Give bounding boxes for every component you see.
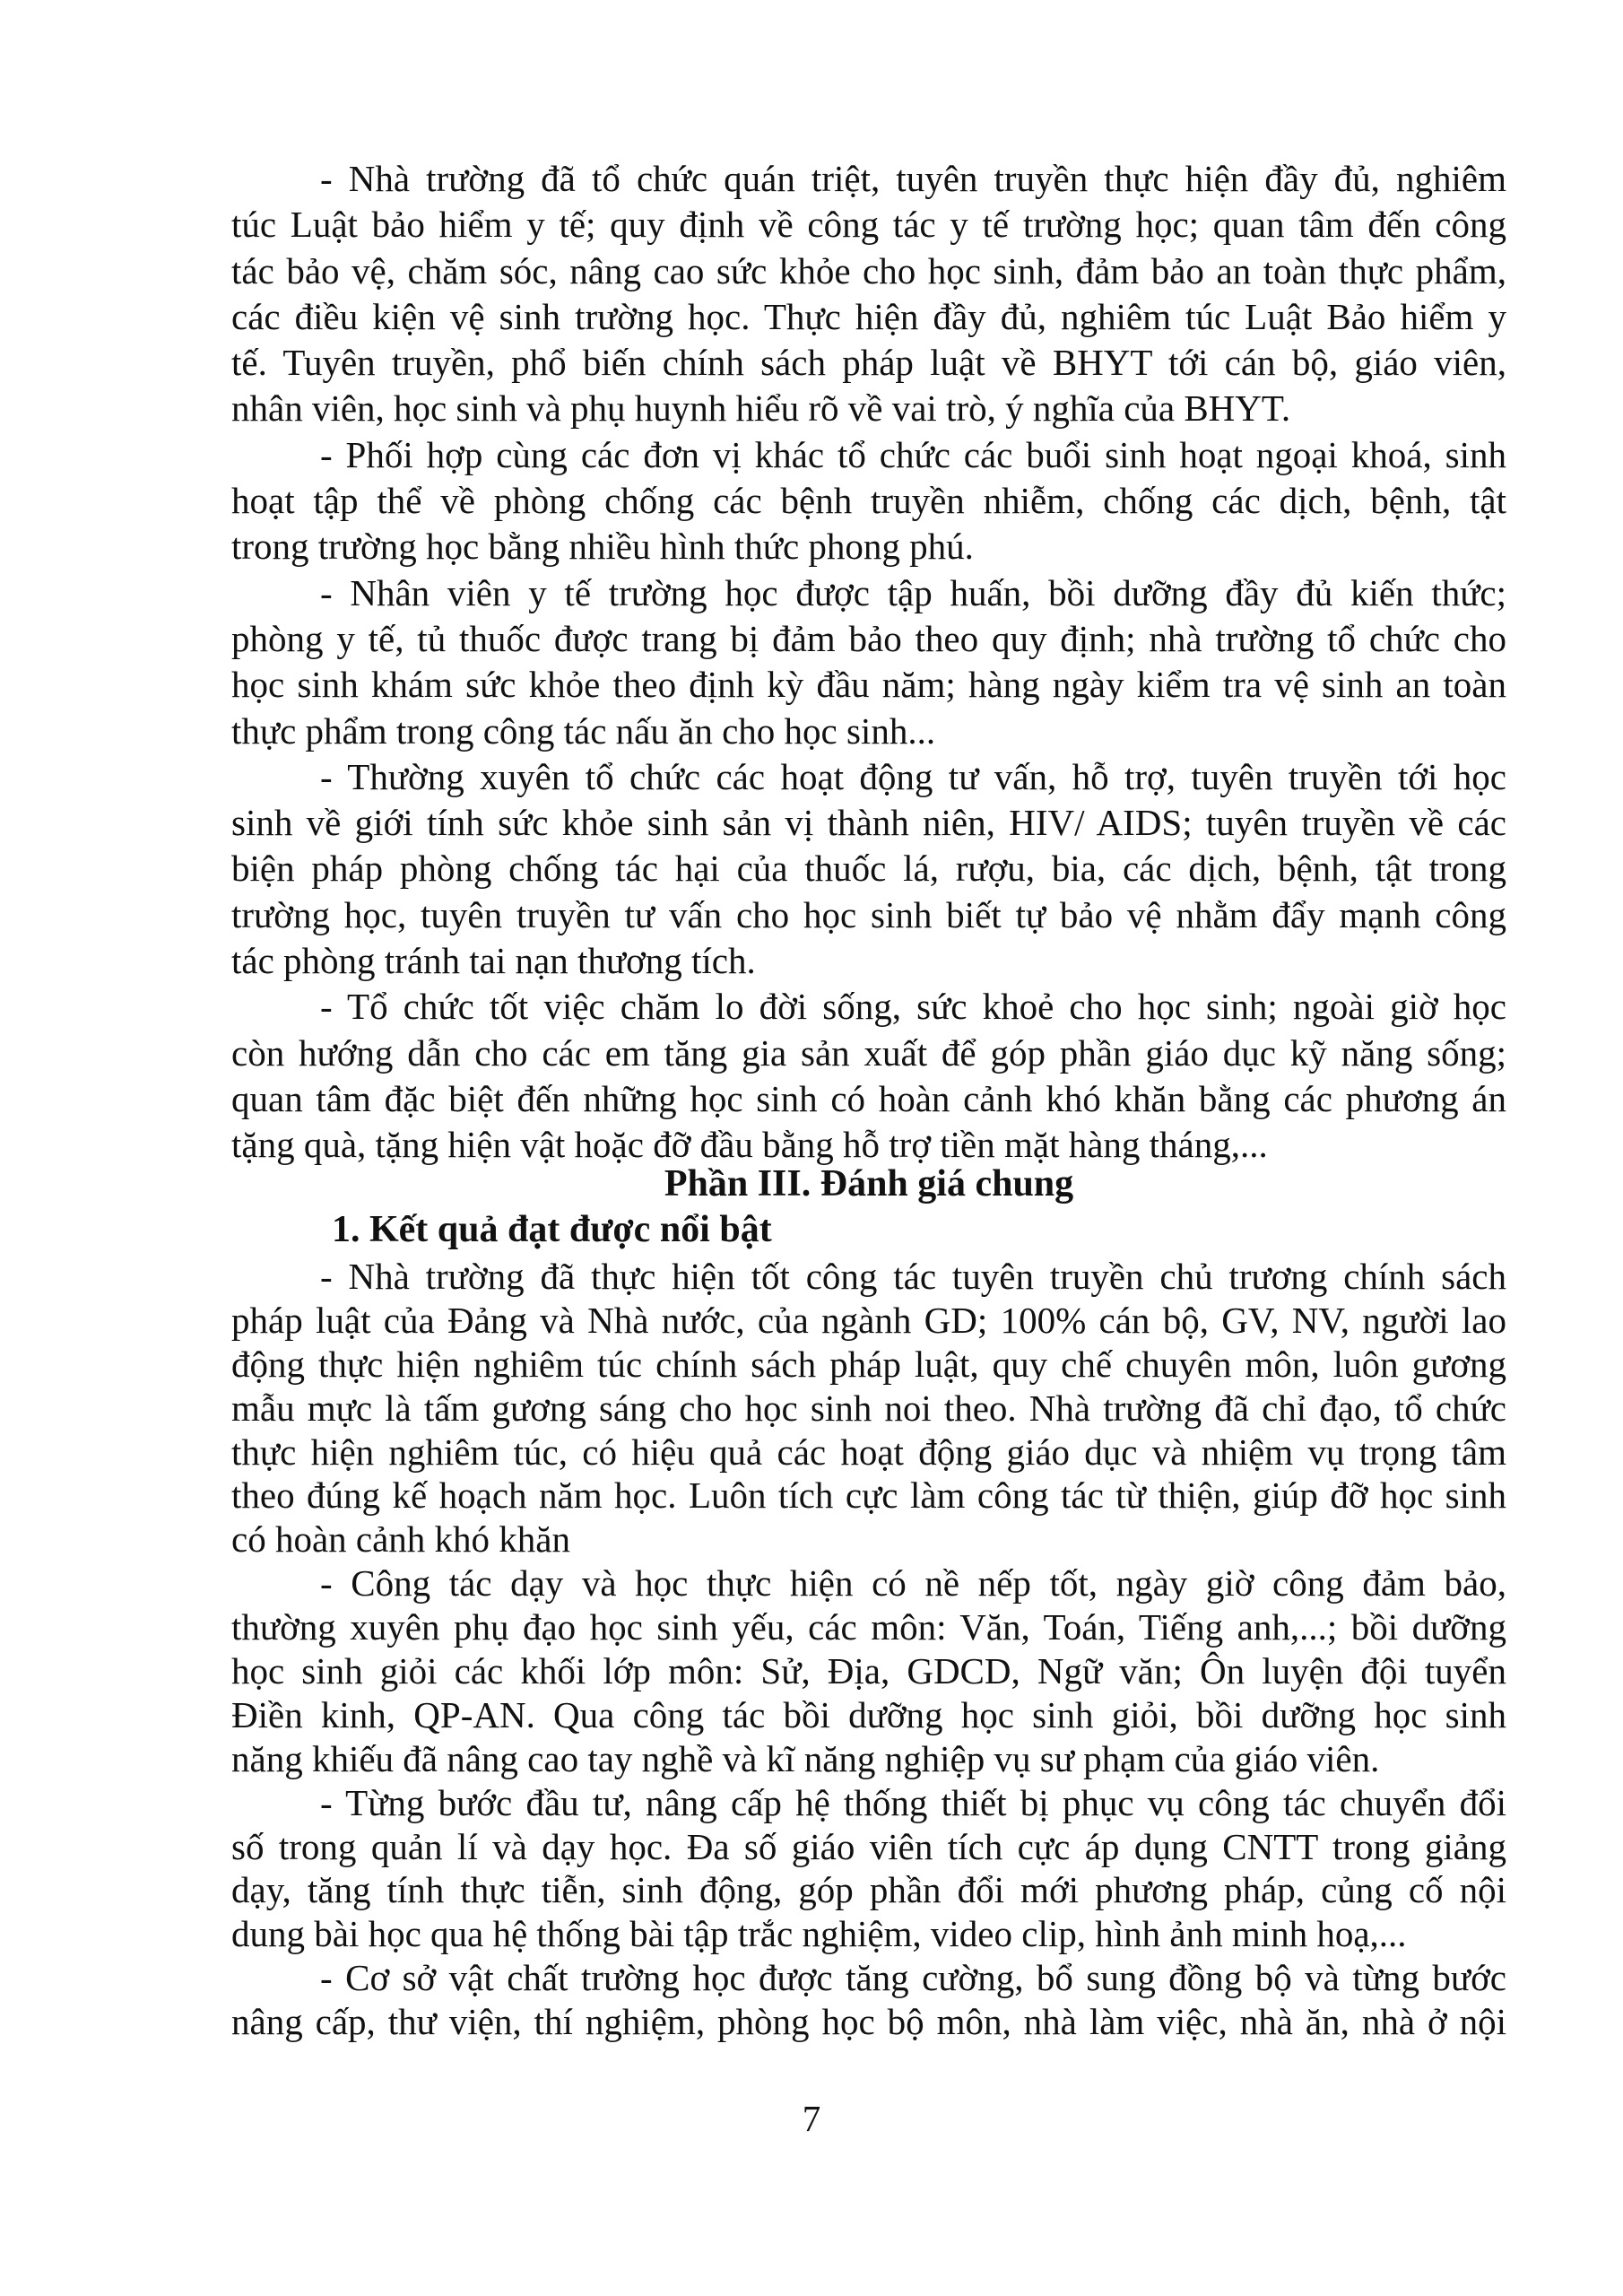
text-line: còn hướng dẫn cho các em tăng gia sản xuất để góp phần giáo dục kỹ năng sống; xyxy=(231,1031,1506,1074)
text-line: - Công tác dạy và học thực hiện có nề nếp tốt, ngày giờ công đảm bảo, xyxy=(320,1562,1506,1605)
item-heading: 1. Kết quả đạt được nổi bật xyxy=(332,1209,772,1250)
text-line: các điều kiện vệ sinh trường học. Thực hiện đầy đủ, nghiêm túc Luật Bảo hiểm y xyxy=(231,295,1506,337)
text-line: biện pháp phòng chống tác hại của thuốc lá, rượu, bia, các dịch, bệnh, tật trong xyxy=(231,848,1506,890)
paragraph xyxy=(231,1956,1506,2044)
text-line: tác phòng tránh tai nạn thương tích. xyxy=(231,940,756,982)
text-line: tế. Tuyên truyền, phổ biến chính sách pháp luật về BHYT tới cán bộ, giáo viên, xyxy=(231,342,1506,384)
text-line: động thực hiện nghiêm túc chính sách pháp luật, quy chế chuyên môn, luôn gương xyxy=(231,1343,1506,1385)
paragraph xyxy=(231,570,1506,754)
text-line: học sinh khám sức khỏe theo định kỳ đầu năm; hàng ngày kiểm tra vệ sinh an toàn xyxy=(231,664,1506,706)
text-line: nâng cấp, thư viện, thí nghiệm, phòng học bộ môn, nhà làm việc, nhà ăn, nhà ở nội xyxy=(231,2001,1506,2043)
text-line: - Phối hợp cùng các đơn vị khác tổ chức các buổi sinh hoạt ngoại khoá, sinh xyxy=(320,433,1506,475)
text-line: quan tâm đặc biệt đến những học sinh có hoàn cảnh khó khăn bằng các phương án xyxy=(231,1077,1506,1119)
text-line: thường xuyên phụ đạo học sinh yếu, các môn: Văn, Toán, Tiếng anh,...; bồi dưỡng xyxy=(231,1606,1506,1648)
text-line: theo đúng kế hoạch năm học. Luôn tích cực làm công tác từ thiện, giúp đỡ học sinh xyxy=(231,1474,1506,1517)
text-line: - Nhà trường đã tổ chức quán triệt, tuyên truyền thực hiện đầy đủ, nghiêm xyxy=(320,158,1506,199)
paragraph xyxy=(231,1561,1506,1780)
text-line: học sinh giỏi các khối lớp môn: Sử, Địa, GDCD, Ngữ văn; Ôn luyện đội tuyển xyxy=(231,1650,1506,1692)
text-line: tặng quà, tặng hiện vật hoặc đỡ đầu bằng hỗ trợ tiền mặt hàng tháng,... xyxy=(231,1124,1268,1166)
text-line: sinh về giới tính sức khỏe sinh sản vị thành niên, HIV/ AIDS; tuyên truyền về các xyxy=(231,802,1506,844)
paragraph xyxy=(231,432,1506,570)
text-line: trong trường học bằng nhiều hình thức phong phú. xyxy=(231,526,974,568)
text-line: tác bảo vệ, chăm sóc, nâng cao sức khỏe cho học sinh, đảm bảo an toàn thực phẩm, xyxy=(231,249,1506,291)
text-line: - Nhân viên y tế trường học được tập huấn, bồi dưỡng đầy đủ kiến thức; xyxy=(320,571,1506,613)
paragraph xyxy=(231,1255,1506,1561)
text-line: trường học, tuyên truyền tư vấn cho học sinh biết tự bảo vệ nhằm đẩy mạnh công xyxy=(231,893,1506,935)
text-line: năng khiếu đã nâng cao tay nghề và kĩ năng nghiệp vụ sư phạm của giáo viên. xyxy=(231,1737,1380,1779)
text-line: - Từng bước đầu tư, nâng cấp hệ thống thiết bị phục vụ công tác chuyển đổi xyxy=(320,1781,1506,1823)
paragraph xyxy=(231,156,1506,432)
text-line: Điền kinh, QP-AN. Qua công tác bồi dưỡng học sinh giỏi, bồi dưỡng học sinh xyxy=(231,1693,1506,1735)
section-achievements xyxy=(231,1255,1506,2044)
text-line: phòng y tế, tủ thuốc được trang bị đảm bảo theo quy định; nhà trường tổ chức cho xyxy=(231,617,1506,659)
paragraph xyxy=(231,754,1506,984)
text-line: có hoàn cảnh khó khăn xyxy=(231,1518,570,1561)
text-line: thực phẩm trong công tác nấu ăn cho học sinh... xyxy=(231,709,936,752)
part-heading: Phần III. Đánh giá chung xyxy=(664,1163,1074,1205)
page-number: 7 xyxy=(802,2098,821,2139)
text-line: túc Luật bảo hiểm y tế; quy định về công tác y tế trường học; quan tâm đến công xyxy=(231,204,1506,246)
text-line: mẫu mực là tấm gương sáng cho học sinh noi theo. Nhà trường đã chỉ đạo, tổ chức xyxy=(231,1387,1506,1429)
text-line: dạy, tăng tính thực tiễn, sinh động, góp phần đổi mới phương pháp, củng cố nội xyxy=(231,1869,1506,1911)
text-line: - Cơ sở vật chất trường học được tăng cường, bổ sung đồng bộ và từng bước xyxy=(320,1957,1506,1999)
text-line: hoạt tập thể về phòng chống các bệnh truyền nhiễm, chống các dịch, bệnh, tật xyxy=(231,480,1506,522)
text-line: - Tổ chức tốt việc chăm lo đời sống, sức khoẻ cho học sinh; ngoài giờ học xyxy=(320,986,1506,1028)
section-health-activities xyxy=(231,156,1506,1169)
text-line: nhân viên, học sinh và phụ huynh hiểu rõ về vai trò, ý nghĩa của BHYT. xyxy=(231,387,1291,430)
paragraph xyxy=(231,984,1506,1168)
text-line: pháp luật của Đảng và Nhà nước, của ngành GD; 100% cán bộ, GV, NV, người lao xyxy=(231,1299,1506,1341)
text-line: dung bài học qua hệ thống bài tập trắc nghiệm, video clip, hình ảnh minh hoạ,... xyxy=(231,1913,1407,1955)
paragraph xyxy=(231,1781,1506,1957)
text-line: số trong quản lí và dạy học. Đa số giáo viên tích cực áp dụng CNTT trong giảng xyxy=(231,1825,1506,1867)
text-line: thực hiện nghiêm túc, có hiệu quả các hoạt động giáo dục và nhiệm vụ trọng tâm xyxy=(231,1431,1506,1473)
text-line: - Nhà trường đã thực hiện tốt công tác tuyên truyền chủ trương chính sách xyxy=(320,1256,1506,1297)
text-line: - Thường xuyên tổ chức các hoạt động tư vấn, hỗ trợ, tuyên truyền tới học xyxy=(320,755,1506,797)
